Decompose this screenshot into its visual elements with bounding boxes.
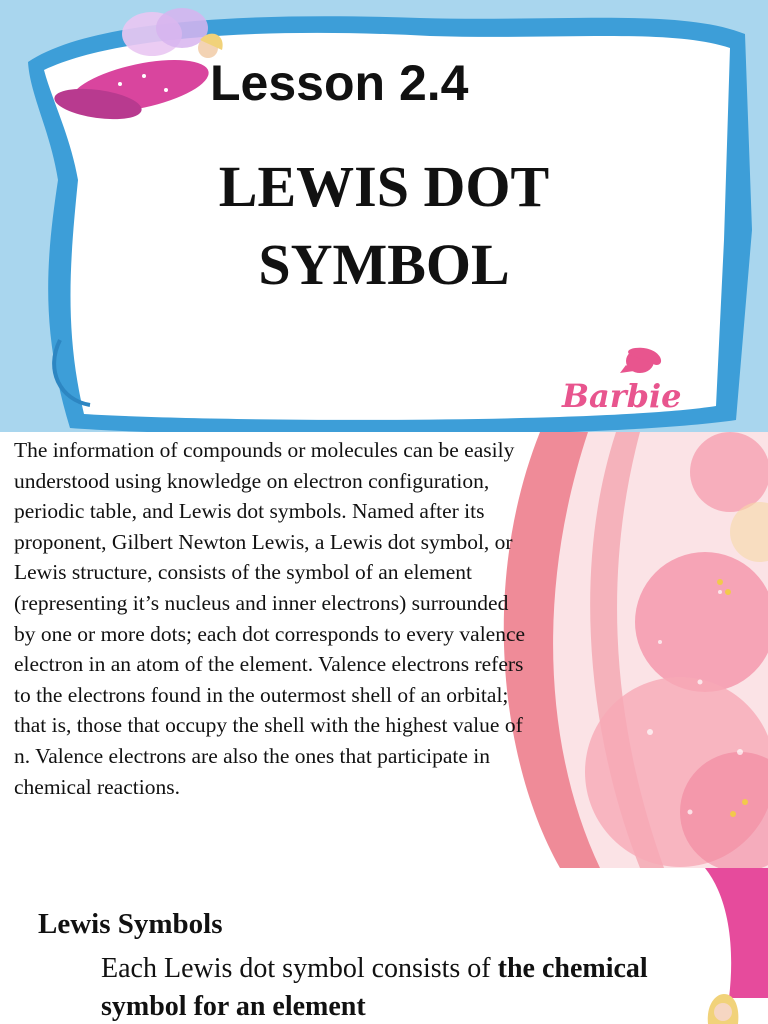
lewis-symbols-text xyxy=(101,950,661,1024)
title-line-2: SYMBOL xyxy=(258,232,510,297)
text-bold: the chemical symbol for an element xyxy=(101,953,648,1022)
intro-paragraph: The information of compounds or molecules can be easily understood using knowledge on electron configuration, periodic table, and Lewis dot symbols. Named after its proponent, Gilbert Newton Lewis, a Lewis dot symbol, or Lewis structure, consists of the symbol of an element (representing it’s nucleus and inner electrons) surrounded by one or more dots; each dot corresponds to every valence electron in an atom of the element. Valence electrons refers to the electrons found in the outermost shell of an orbital; that is, those that occupy the shell with the highest value of n. Valence electrons are also the ones that participate in chemical reactions. xyxy=(14,438,526,799)
barbie-logo xyxy=(560,345,720,415)
lesson-number: Lesson 2.4 xyxy=(210,55,469,111)
logo-text: Barbie xyxy=(562,377,682,415)
title-slide xyxy=(0,0,768,432)
pink-side-bar xyxy=(705,868,768,998)
slide-title xyxy=(120,148,648,304)
fairy-illustration xyxy=(40,4,230,134)
text-plain: Each Lewis dot symbol consists of xyxy=(101,953,498,984)
section-heading: Lewis Symbols xyxy=(38,908,223,940)
doll-illustration xyxy=(702,992,742,1024)
content-slide xyxy=(0,432,768,868)
title-line-1: LEWIS DOT xyxy=(218,154,550,219)
lewis-symbols-slide xyxy=(0,868,768,1024)
